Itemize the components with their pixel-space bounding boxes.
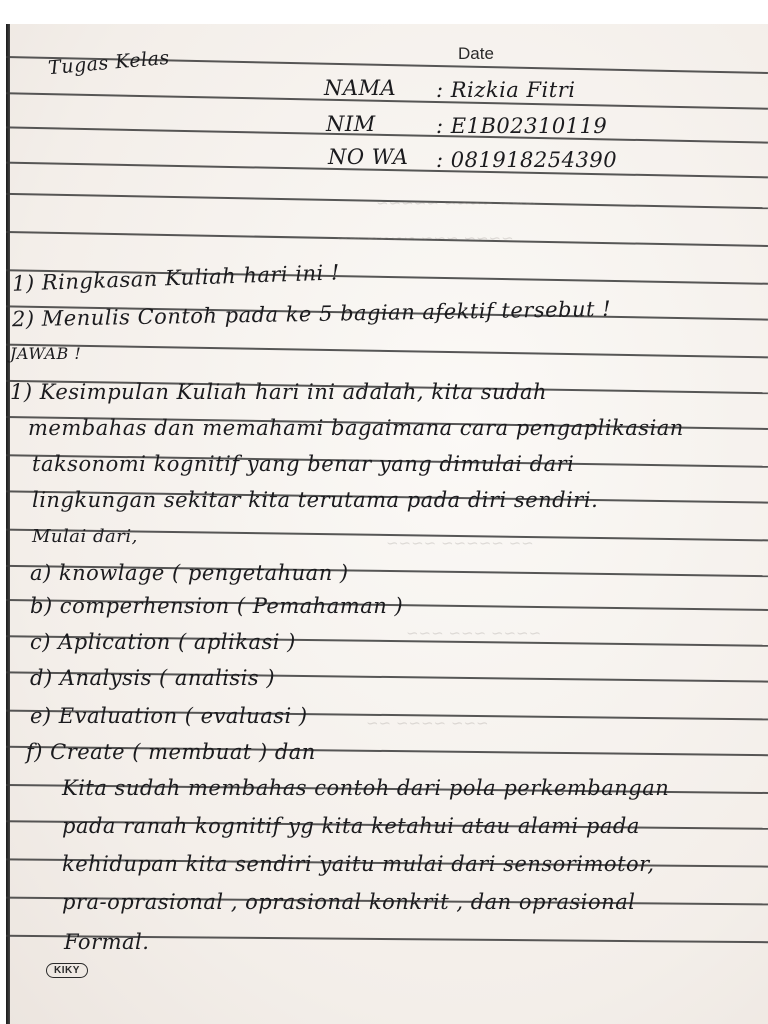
bleed-through-mark: ~~~~ ~~~ ~~~~ ~~ (336, 229, 514, 247)
answer-heading: JAWAB ! (10, 344, 82, 363)
assignment-title: Tugas Kelas (47, 46, 171, 80)
answer-line: lingkungan sekitar kita terutama pada diri sendiri. (32, 488, 599, 512)
bleed-through-mark: ~~~ ~~~~ ~~ (366, 714, 489, 732)
bleed-through-mark: ~~~~ ~~~ ~~~ (406, 624, 542, 642)
list-item-evaluation: e) Evaluation ( evaluasi ) (30, 704, 308, 728)
list-item-create: f) Create ( membuat ) dan (26, 740, 316, 764)
name-value: : Rizkia Fitri (436, 78, 576, 102)
nim-value: : E1B02310119 (436, 114, 608, 138)
bleed-through-mark: ~~~ ~~~~ ~~~~~ (376, 194, 537, 212)
question-1: 1) Ringkasan Kuliah hari ini ! (11, 260, 341, 296)
list-item-comprehension: b) comperhension ( Pemahaman ) (30, 594, 404, 618)
ruled-line (6, 344, 768, 359)
answer-line: kehidupan kita sendiri yaitu mulai dari sensorimotor, (62, 852, 655, 876)
answer-line: membahas dan memahami bagaimana cara pengaplikasian (28, 416, 684, 440)
notebook-brand-logo: KIKY (46, 963, 88, 978)
whatsapp-value: : 081918254390 (436, 148, 618, 172)
list-item-application: c) Aplication ( aplikasi ) (30, 630, 296, 654)
notebook-page (6, 24, 768, 1024)
nim-label: NIM (326, 112, 376, 136)
answer-line: pra-oprasional , oprasional konkrit , dan oprasional (62, 890, 636, 914)
answer-line: taksonomi kognitif yang benar yang dimulai dari (32, 452, 575, 476)
name-label: NAMA (324, 76, 397, 100)
page-binding-edge (6, 24, 10, 1024)
answer-line: Kita sudah membahas contoh dari pola perkembangan (62, 776, 670, 800)
date-label: Date (458, 44, 494, 63)
answer-line: 1) Kesimpulan Kuliah hari ini adalah, kita sudah (10, 380, 548, 404)
list-item-knowledge: a) knowlage ( pengetahuan ) (30, 561, 349, 585)
list-item-analysis: d) Analysis ( analisis ) (30, 666, 276, 690)
whatsapp-label: NO WA (328, 145, 409, 169)
answer-line: pada ranah kognitif yg kita ketahui atau alami pada (62, 814, 640, 838)
ruled-line (6, 126, 768, 143)
answer-line: Mulai dari, (32, 526, 138, 547)
answer-line: Formal. (64, 930, 150, 954)
bleed-through-mark: ~~ ~~~~~ ~~~~ (386, 534, 534, 552)
question-2: 2) Menulis Contoh pada ke 5 bagian afektif tersebut ! (11, 296, 612, 332)
